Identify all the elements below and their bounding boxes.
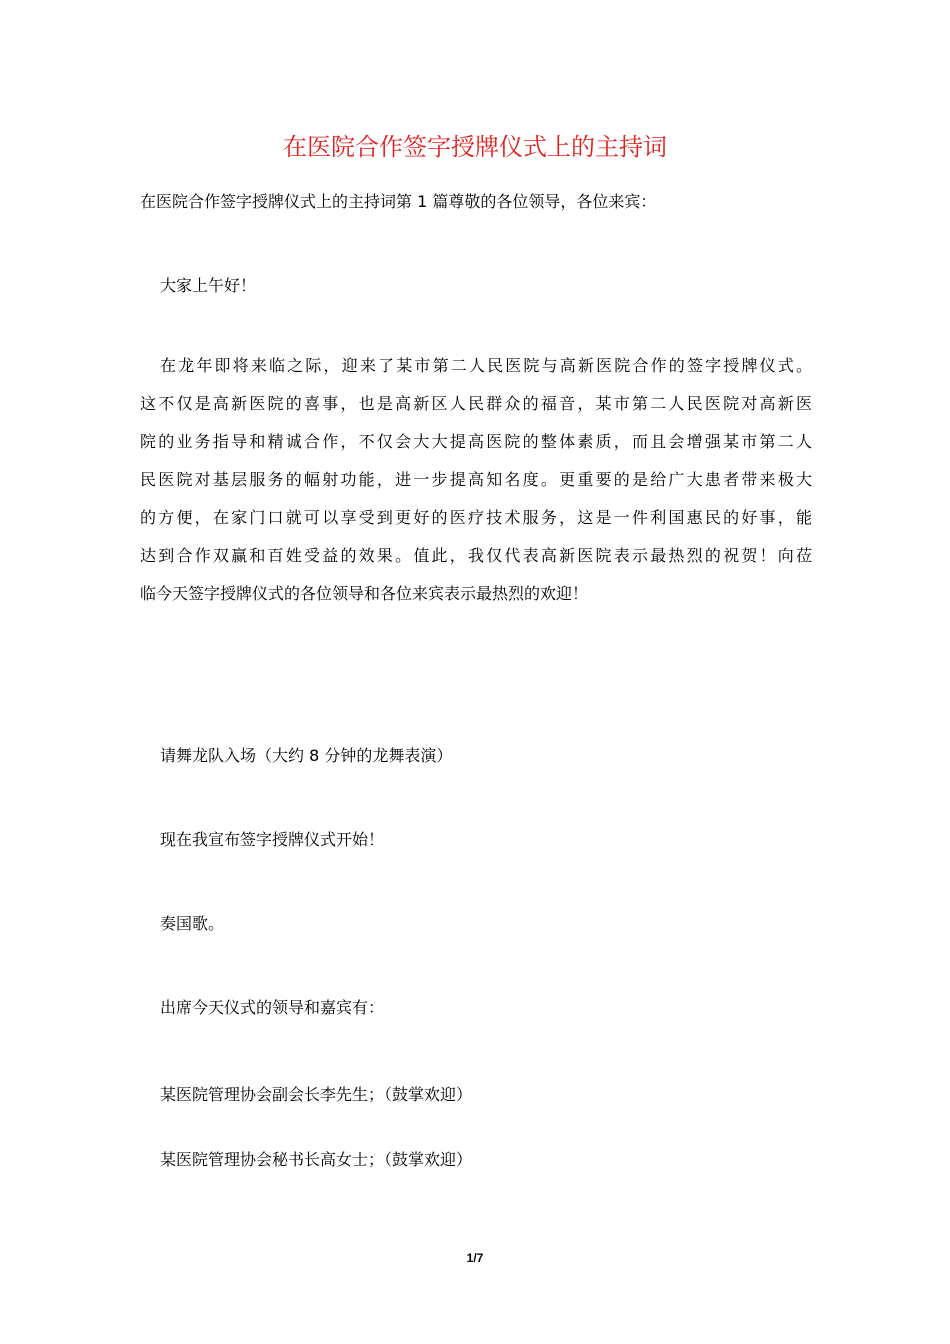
- guest-item: 某医院管理协会副会长李先生；（鼓掌欢迎）: [160, 1085, 473, 1104]
- guests-intro-paragraph: 出席今天仪式的领导和嘉宾有：: [160, 998, 385, 1017]
- intro-paragraph: 在医院合作签字授牌仪式上的主持词第 1 篇尊敬的各位领导，各位来宾：: [140, 192, 657, 211]
- body-line: 在龙年即将来临之际，迎来了某市第二人民医院与高新医院合作的签字授牌仪式。: [160, 356, 812, 375]
- body-line: 民医院对基层服务的幅射功能，进一步提高知名度。更重要的是给广大患者带来极大: [140, 470, 812, 489]
- main-body-paragraph: [140, 356, 812, 622]
- guest-item: 某医院管理协会秘书长高女士；（鼓掌欢迎）: [160, 1150, 473, 1169]
- announce-paragraph: 现在我宣布签字授牌仪式开始！: [160, 830, 385, 849]
- body-line: 院的业务指导和精诚合作，不仅会大大提高医院的整体素质，而且会增强某市第二人: [140, 432, 812, 451]
- anthem-paragraph: 奏国歌。: [160, 914, 225, 933]
- body-line: 这不仅是高新医院的喜事，也是高新区人民群众的福音，某市第二人民医院对高新医: [140, 394, 812, 413]
- body-line: 的方便，在家门口就可以享受到更好的医疗技术服务，这是一件利国惠民的好事，能: [140, 508, 812, 527]
- body-line: 临今天签字授牌仪式的各位领导和各位来宾表示最热烈的欢迎！: [140, 584, 589, 603]
- greeting-paragraph: 大家上午好！: [160, 276, 257, 295]
- document-title: 在医院合作签字授牌仪式上的主持词: [283, 133, 667, 161]
- dragon-dance-paragraph: 请舞龙队入场（大约 8 分钟的龙舞表演）: [160, 746, 453, 765]
- body-line: 达到合作双赢和百姓受益的效果。值此，我仅代表高新医院表示最热烈的祝贺！向莅: [140, 546, 812, 565]
- page-number: 1/7: [466, 1251, 484, 1265]
